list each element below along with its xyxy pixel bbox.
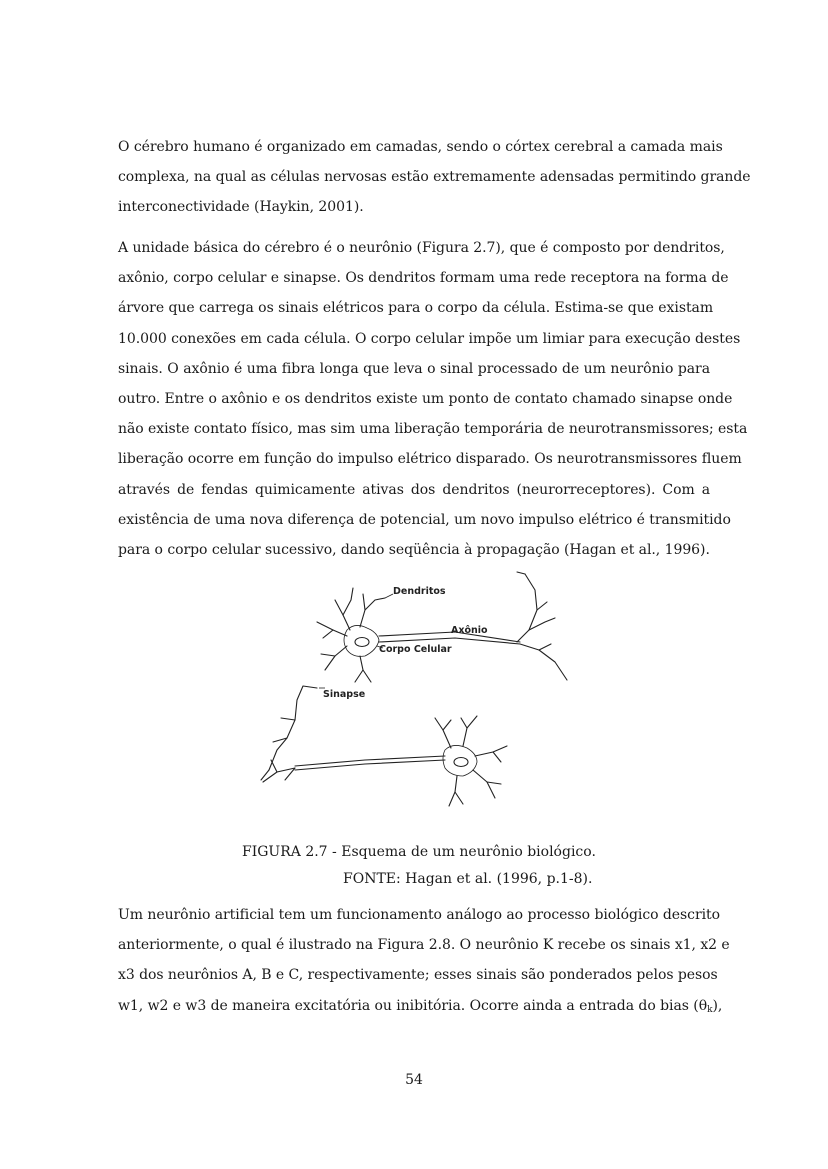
text-line: sinais. O axônio é uma fibra longa que leva o sinal processado de um neurônio para	[118, 360, 710, 377]
dendrite	[487, 782, 501, 784]
text-line: axônio, corpo celular e sinapse. Os dendritos formam uma rede receptora na forma de	[118, 270, 729, 287]
text-line: interconectividade (Haykin, 2001).	[118, 199, 364, 216]
label-dendritos: Dendritos	[393, 586, 446, 597]
lower-nucleus	[454, 758, 468, 767]
text-fragment: ),	[712, 997, 723, 1014]
text-line: A unidade básica do cérebro é o neurônio (Figura 2.7), que é composto por dendritos,	[118, 240, 725, 256]
paragraph-neuron-description	[118, 233, 748, 565]
upper-soma	[344, 625, 379, 656]
dendrite	[323, 630, 333, 638]
text-line: 10.000 conexões em cada célula. O corpo celular impõe um limiar para execução destes	[118, 330, 741, 347]
paragraph-artificial-neuron	[118, 900, 730, 1021]
lower-neuron	[263, 716, 507, 806]
dendrite	[363, 594, 365, 610]
synapse-fiber	[269, 686, 317, 770]
upper-nucleus	[355, 638, 369, 647]
dendrite	[355, 670, 363, 682]
figure-source: FONTE: Hagan et al. (1996, p.1-8).	[343, 871, 593, 887]
dendrite	[475, 746, 507, 756]
dendrite	[443, 720, 451, 730]
dendrite	[449, 776, 457, 806]
axon-terminal	[539, 644, 551, 650]
text-line: x3 dos neurônios A, B e C, respectivamente; esses sinais são ponderados pelos pesos	[118, 967, 718, 984]
label-sinapse: Sinapse	[323, 689, 366, 700]
text-line	[118, 991, 723, 1021]
text-line: Um neurônio artificial tem um funcionamento análogo ao processo biológico descrito	[118, 907, 720, 923]
axon-terminal	[520, 644, 567, 680]
lower-soma	[443, 745, 477, 776]
neuron-diagram-svg	[255, 570, 585, 810]
text-line: liberação ocorre em função do impulso elétrico disparado. Os neurotransmissores fluem	[118, 451, 742, 468]
figure-caption: FIGURA 2.7 - Esquema de um neurônio biológico.	[242, 844, 596, 860]
synapse-connection	[261, 686, 317, 780]
axon-terminal	[537, 602, 547, 610]
text-line: anteriormente, o qual é ilustrado na Figura 2.8. O neurônio K recebe os sinais x1, x2 e	[118, 937, 730, 954]
dendrite	[321, 654, 335, 656]
pointer-dendritos	[385, 594, 393, 598]
text-fragment: w1, w2 e w3 de maneira excitatória ou inibitória. Ocorre ainda a entrada do bias (	[118, 997, 699, 1014]
dendrite	[325, 646, 347, 670]
dendrite	[463, 716, 477, 746]
axon-terminal	[271, 760, 277, 772]
paragraph-intro	[118, 132, 751, 223]
bias-subscript: k	[707, 1004, 713, 1015]
dendrite	[493, 752, 501, 762]
axon-terminal	[517, 572, 525, 574]
text-line: complexa, na qual as células nervosas estão extremamente adensadas permitindo grande	[118, 169, 751, 186]
label-corpo-celular: Corpo Celular	[379, 644, 452, 655]
dendrite	[317, 622, 347, 636]
dendrite	[455, 792, 463, 804]
page-number: 54	[405, 1072, 423, 1088]
dendrite	[473, 770, 495, 798]
lower-axon	[295, 760, 445, 770]
bias-symbol: θ	[698, 997, 708, 1014]
axon-terminal	[517, 574, 537, 642]
synapse-branch	[281, 718, 295, 720]
text-line: para o corpo celular sucessivo, dando seqüência à propagação (Hagan et al., 1996).	[118, 541, 710, 558]
text-line: através de fendas quimicamente ativas dos dendritos (neurorreceptores). Com a	[118, 481, 710, 498]
text-line: existência de uma nova diferença de potencial, um novo impulso elétrico é transmitido	[118, 511, 731, 528]
text-line: não existe contato físico, mas sim uma liberação temporária de neurotransmissores; esta	[118, 421, 748, 438]
dendrite	[343, 588, 353, 615]
text-line: outro. Entre o axônio e os dendritos existe um ponto de contato chamado sinapse onde	[118, 390, 733, 407]
dendrite	[360, 656, 371, 682]
dendrite	[461, 718, 467, 728]
text-line: O cérebro humano é organizado em camadas, sendo o córtex cerebral a camada mais	[118, 139, 723, 155]
text-line: árvore que carrega os sinais elétricos para o corpo da célula. Estima-se que existam	[118, 300, 714, 317]
label-axonio: Axônio	[451, 625, 488, 636]
axon-terminal	[263, 768, 295, 782]
neuron-diagram	[255, 570, 585, 810]
